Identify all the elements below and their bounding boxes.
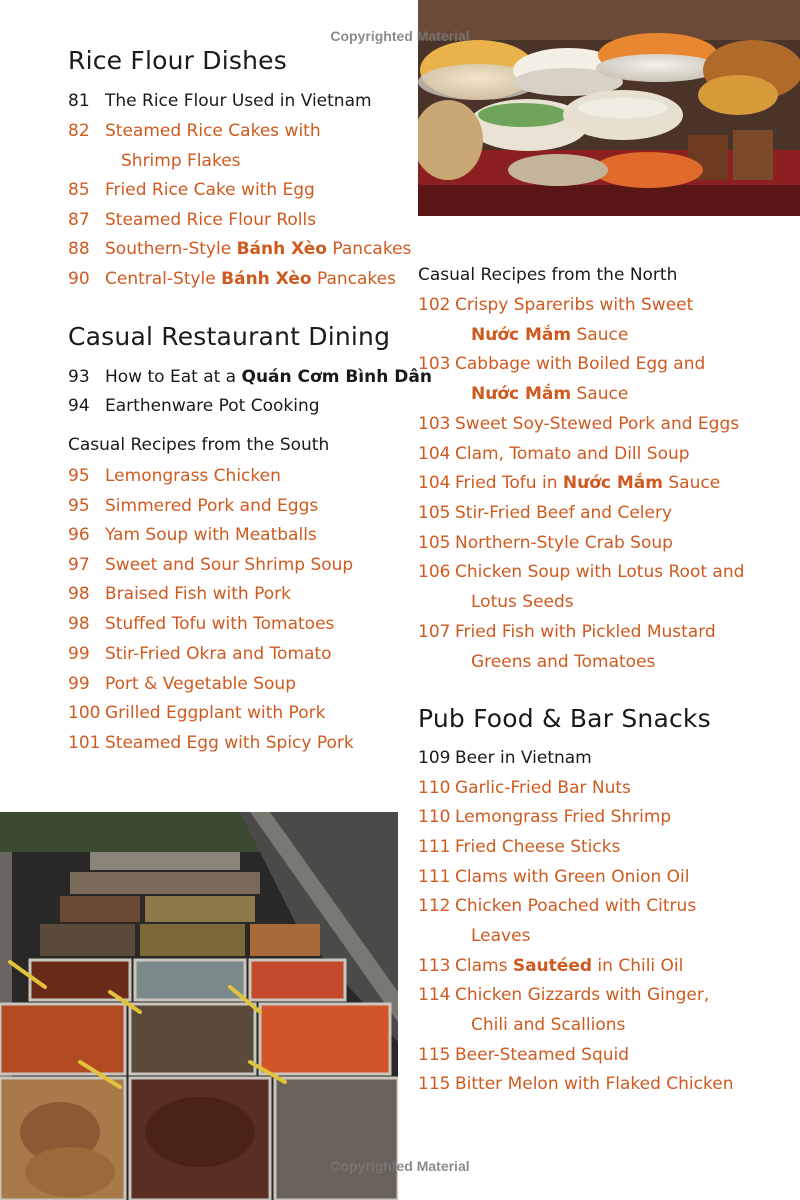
toc-entry[interactable] <box>418 951 683 981</box>
toc-entry[interactable] <box>418 439 690 469</box>
watermark-top: Copyrighted Material <box>330 28 470 44</box>
toc-entry[interactable] <box>68 461 281 491</box>
toc-entry[interactable] <box>68 579 291 609</box>
entry-title-suffix: Sauce <box>662 473 721 493</box>
entry-title: How to Eat at a <box>105 367 242 387</box>
page-number: 98 <box>68 584 90 604</box>
entry-title: Fried Fish with Pickled Mustard <box>455 622 716 642</box>
entry-title-continued: Chili and Scallions <box>471 1015 626 1035</box>
subheading-recipes-south: Casual Recipes from the South <box>68 435 330 455</box>
heading-rice-flour-dishes: Rice Flour Dishes <box>68 46 287 75</box>
page-number: 81 <box>68 91 90 111</box>
toc-entry[interactable] <box>418 802 671 832</box>
page-number: 115 <box>418 1045 451 1065</box>
page-number: 105 <box>418 533 451 553</box>
toc-entry[interactable] <box>68 550 353 580</box>
toc-entry[interactable] <box>68 520 317 550</box>
toc-entry[interactable] <box>68 116 321 176</box>
entry-title: Southern-Style <box>105 239 237 259</box>
page-number: 95 <box>68 466 90 486</box>
page-number: 105 <box>418 503 451 523</box>
toc-entry[interactable] <box>418 617 716 677</box>
toc-entry[interactable] <box>68 491 318 521</box>
toc-entry[interactable] <box>418 743 592 773</box>
entry-title-suffix: Pancakes <box>327 239 412 259</box>
entry-title: Earthenware Pot Cooking <box>105 396 320 416</box>
entry-title: The Rice Flour Used in Vietnam <box>105 91 372 111</box>
heading-pub-food-bar-snacks: Pub Food & Bar Snacks <box>418 704 711 733</box>
page-number: 111 <box>418 837 451 857</box>
entry-title: Beer-Steamed Squid <box>455 1045 630 1065</box>
entry-title: Fried Rice Cake with Egg <box>105 180 315 200</box>
toc-entry[interactable] <box>418 1069 733 1099</box>
page-number: 103 <box>418 354 451 374</box>
page-number: 102 <box>418 295 451 315</box>
emphasized-term: Sautéed <box>512 956 593 976</box>
page-number: 110 <box>418 778 451 798</box>
entry-title: Chicken Soup with Lotus Root and <box>455 562 745 582</box>
page-number: 114 <box>418 985 451 1005</box>
page-number: 112 <box>418 896 451 916</box>
page-number: 109 <box>418 748 451 768</box>
toc-entry[interactable] <box>418 891 696 951</box>
toc-entry[interactable] <box>68 639 332 669</box>
toc-entry[interactable] <box>418 349 705 409</box>
entry-title: Clam, Tomato and Dill Soup <box>455 444 690 464</box>
toc-entry[interactable] <box>418 290 693 350</box>
entry-title: Clams with Green Onion Oil <box>455 867 690 887</box>
toc-entry[interactable] <box>68 175 315 205</box>
vietnamese-term: Nước Mắm <box>562 473 663 493</box>
entry-title: Chicken Poached with Citrus <box>455 896 697 916</box>
entry-title: Clams <box>455 956 513 976</box>
toc-entry[interactable] <box>68 86 372 116</box>
entry-title: Stuffed Tofu with Tomatoes <box>105 614 335 634</box>
entry-title: Central-Style <box>105 269 222 289</box>
toc-entry[interactable] <box>68 205 316 235</box>
entry-title-suffix: Pancakes <box>311 269 396 289</box>
page-number: 106 <box>418 562 451 582</box>
page-number: 90 <box>68 269 90 289</box>
toc-entry[interactable] <box>418 1040 629 1070</box>
page-number: 100 <box>68 703 101 723</box>
entry-title: Lemongrass Fried Shrimp <box>455 807 672 827</box>
entry-title: Steamed Rice Cakes with <box>105 121 321 141</box>
entry-title-suffix: in Chili Oil <box>592 956 684 976</box>
toc-entry[interactable] <box>418 409 739 439</box>
page-number: 94 <box>68 396 90 416</box>
entry-title: Steamed Rice Flour Rolls <box>105 210 317 230</box>
entry-title: Chicken Gizzards with Ginger, <box>455 985 710 1005</box>
entry-title: Simmered Pork and Eggs <box>105 496 319 516</box>
entry-title: Sweet Soy-Stewed Pork and Eggs <box>455 414 740 434</box>
page-number: 101 <box>68 733 101 753</box>
entry-title-continued: Greens and Tomatoes <box>471 652 656 672</box>
page-number: 85 <box>68 180 90 200</box>
page-number: 104 <box>418 444 451 464</box>
page-number: 104 <box>418 473 451 493</box>
entry-title-continued: Lotus Seeds <box>471 592 574 612</box>
heading-casual-restaurant-dining: Casual Restaurant Dining <box>68 322 391 351</box>
entry-title: Sweet and Sour Shrimp Soup <box>105 555 354 575</box>
entry-title: Steamed Egg with Spicy Pork <box>105 733 354 753</box>
toc-entry[interactable] <box>418 528 673 558</box>
toc-entry[interactable] <box>418 498 672 528</box>
page-number: 107 <box>418 622 451 642</box>
toc-entry[interactable] <box>68 728 354 758</box>
subheading-recipes-north: Casual Recipes from the North <box>418 265 678 285</box>
page-number: 97 <box>68 555 90 575</box>
entry-title: Braised Fish with Pork <box>105 584 291 604</box>
toc-entry[interactable] <box>418 468 720 498</box>
vietnamese-term: Nước Mắm <box>471 325 572 345</box>
toc-entry[interactable] <box>418 980 709 1040</box>
page-number: 99 <box>68 674 90 694</box>
entry-title: Cabbage with Boiled Egg and <box>455 354 706 374</box>
toc-entry[interactable] <box>68 391 320 421</box>
entry-title: Garlic-Fried Bar Nuts <box>455 778 631 798</box>
toc-entry[interactable] <box>68 609 334 639</box>
toc-entry[interactable] <box>418 773 631 803</box>
page-number: 110 <box>418 807 451 827</box>
page-number: 111 <box>418 867 451 887</box>
vietnamese-term: Bánh Xèo <box>236 239 327 259</box>
page-number: 115 <box>418 1074 451 1094</box>
vietnamese-term: Nước Mắm <box>471 384 572 404</box>
entry-title: Bitter Melon with Flaked Chicken <box>455 1074 734 1094</box>
toc-entry[interactable] <box>418 832 620 862</box>
page-number: 99 <box>68 644 90 664</box>
vietnamese-term: Bánh Xèo <box>221 269 312 289</box>
watermark-bottom: Copyrighted Material <box>330 1158 470 1174</box>
toc-entry[interactable] <box>418 862 689 892</box>
entry-title: Stir-Fried Okra and Tomato <box>105 644 332 664</box>
entry-title-suffix: Sauce <box>571 325 629 345</box>
entry-title-suffix: Sauce <box>571 384 629 404</box>
entry-title: Grilled Eggplant with Pork <box>105 703 326 723</box>
buffet-trays-photo <box>0 812 398 1200</box>
toc-entry[interactable] <box>68 264 396 294</box>
page-number: 82 <box>68 121 90 141</box>
page-number: 88 <box>68 239 90 259</box>
page-number: 98 <box>68 614 90 634</box>
vietnamese-term: Quán Cơm Bình Dân <box>241 367 432 387</box>
toc-entry[interactable] <box>68 234 411 264</box>
toc-entry[interactable] <box>68 362 432 392</box>
page-number: 113 <box>418 956 451 976</box>
page-number: 93 <box>68 367 90 387</box>
toc-entry[interactable] <box>68 698 325 728</box>
page-number: 96 <box>68 525 90 545</box>
entry-title: Yam Soup with Meatballs <box>105 525 317 545</box>
entry-title: Fried Cheese Sticks <box>455 837 621 857</box>
toc-entry[interactable] <box>68 669 296 699</box>
page-number: 103 <box>418 414 451 434</box>
page-number: 87 <box>68 210 90 230</box>
entry-title: Fried Tofu in <box>455 473 563 493</box>
entry-title: Stir-Fried Beef and Celery <box>455 503 673 523</box>
entry-title: Lemongrass Chicken <box>105 466 281 486</box>
entry-title-continued: Shrimp Flakes <box>121 151 241 171</box>
entry-title: Beer in Vietnam <box>455 748 592 768</box>
page-number: 95 <box>68 496 90 516</box>
toc-entry[interactable] <box>418 557 744 617</box>
entry-title: Crispy Spareribs with Sweet <box>455 295 694 315</box>
entry-title-continued: Leaves <box>471 926 531 946</box>
entry-title: Port & Vegetable Soup <box>105 674 297 694</box>
entry-title: Northern-Style Crab Soup <box>455 533 673 553</box>
